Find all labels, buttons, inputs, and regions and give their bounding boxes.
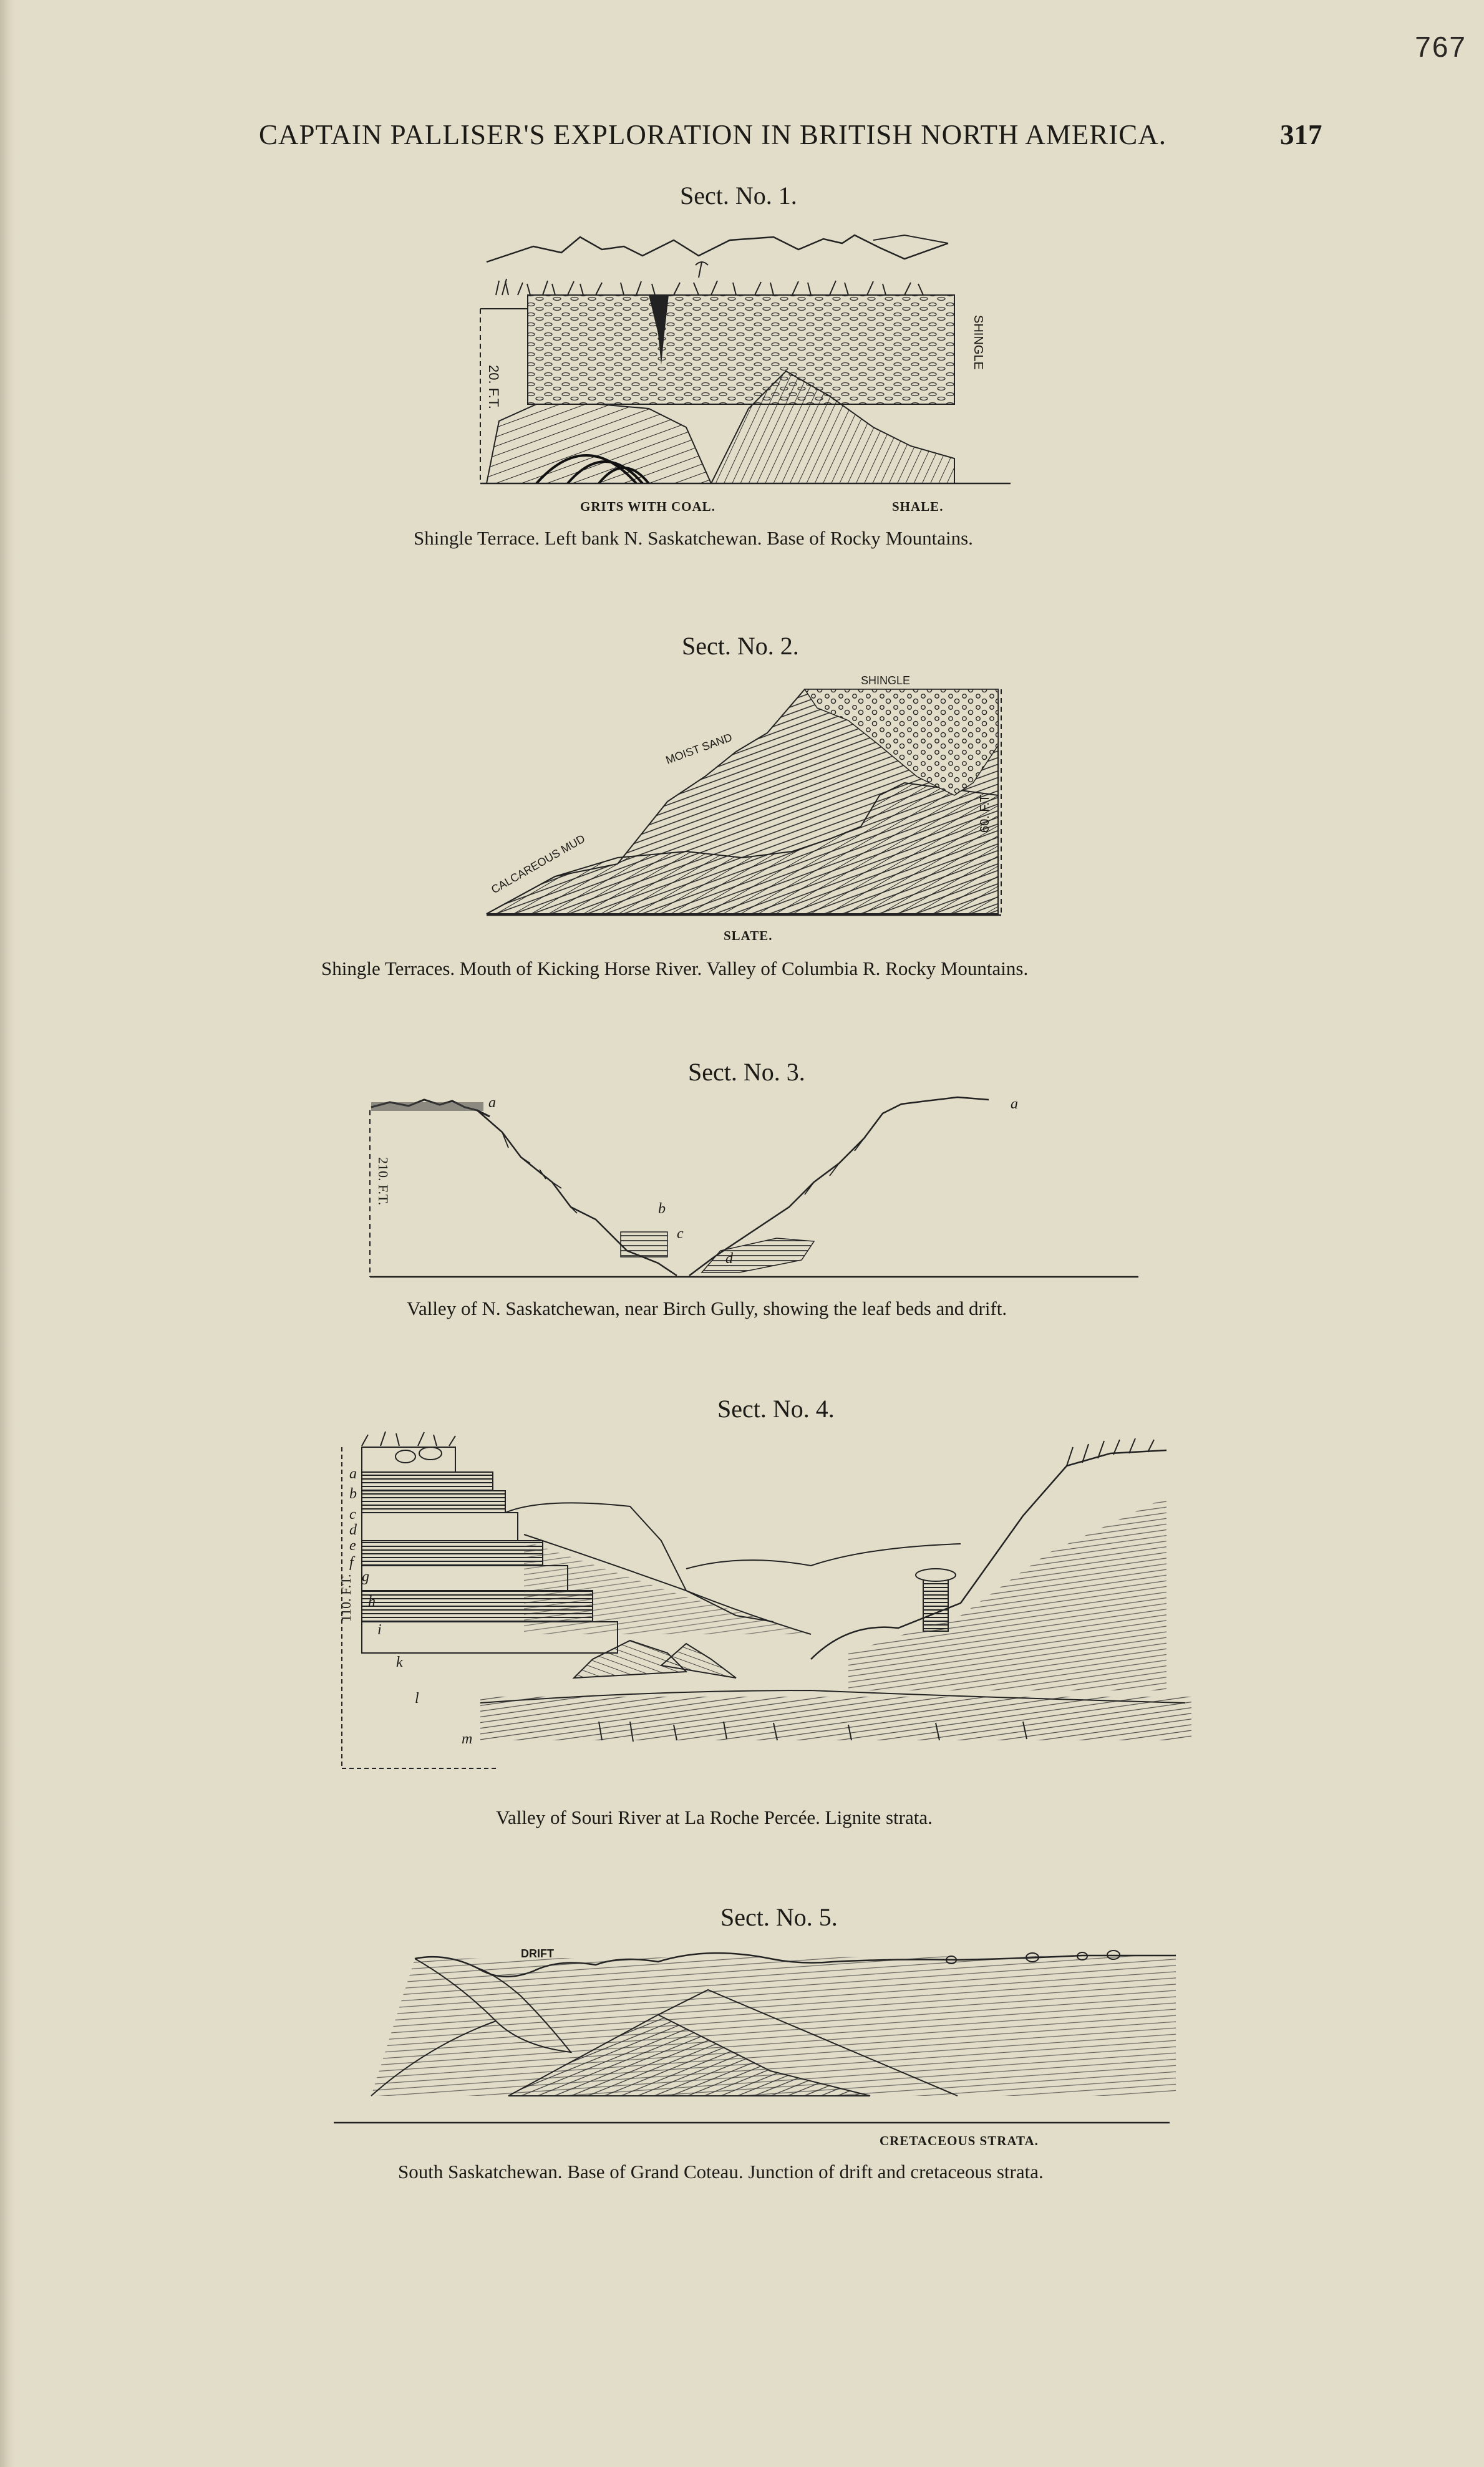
sect2-shingle-label: SHINGLE bbox=[861, 674, 911, 687]
sect3-label-c: c bbox=[677, 1226, 684, 1242]
sect3-label-a-left: a bbox=[488, 1095, 496, 1111]
sect4-stratum-g: g bbox=[362, 1569, 369, 1585]
sect2-slate-label: SLATE. bbox=[724, 928, 773, 943]
sect1-grits-label: GRITS WITH COAL. bbox=[580, 499, 715, 514]
sect4-stratum-l: l bbox=[415, 1690, 419, 1707]
sect4-stratum-k: k bbox=[396, 1654, 403, 1670]
section-3-title: Sect. No. 3. bbox=[688, 1058, 805, 1086]
sect2-moist-sand-label: MOIST SAND bbox=[664, 730, 734, 767]
sect4-height-label: 110. F.T. bbox=[338, 1574, 354, 1622]
section-3-caption: Valley of N. Saskatchewan, near Birch Gully, showing the leaf beds and drift. bbox=[407, 1297, 1007, 1319]
sect4-stratum-e: e bbox=[349, 1538, 356, 1554]
sect1-shingle-label: SHINGLE bbox=[971, 315, 985, 370]
section-4-caption: Valley of Souri River at La Roche Percée. Lignite strata. bbox=[496, 1806, 933, 1828]
sect5-cretaceous-label: CRETACEOUS STRATA. bbox=[880, 2133, 1039, 2148]
section-2-title: Sect. No. 2. bbox=[682, 632, 799, 660]
sect3-label-a-right: a bbox=[1011, 1096, 1018, 1112]
sect3-label-d: d bbox=[725, 1251, 733, 1267]
section-1-title: Sect. No. 1. bbox=[680, 182, 797, 210]
sect1-height-label: 20. F.T. bbox=[486, 365, 502, 409]
sect3-height-label: 210. F.T. bbox=[376, 1157, 391, 1206]
sect4-stratum-i: i bbox=[377, 1622, 382, 1638]
section-2-figure bbox=[480, 671, 1011, 920]
section-5-caption: South Saskatchewan. Base of Grand Coteau. Junction of drift and cretaceous strata. bbox=[398, 2161, 1044, 2183]
section-3-figure bbox=[365, 1088, 1138, 1288]
sect4-stratum-c: c bbox=[349, 1506, 356, 1523]
sect4-stratum-m: m bbox=[462, 1731, 473, 1747]
section-2-caption: Shingle Terraces. Mouth of Kicking Horse River. Valley of Columbia R. Rocky Mountains. bbox=[321, 957, 1029, 979]
section-4-title: Sect. No. 4. bbox=[717, 1395, 835, 1423]
sect4-stratum-f: f bbox=[349, 1554, 354, 1571]
sect4-stratum-a: a bbox=[349, 1466, 357, 1482]
section-1-caption: Shingle Terrace. Left bank N. Saskatchewan. Base of Rocky Mountains. bbox=[414, 527, 973, 549]
sect3-label-b: b bbox=[658, 1201, 666, 1217]
folio-number: 767 bbox=[1415, 31, 1467, 63]
sect4-stratum-d: d bbox=[349, 1522, 357, 1538]
sect4-stratum-h: h bbox=[368, 1594, 376, 1610]
running-head: CAPTAIN PALLISER'S EXPLORATION IN BRITISH NORTH AMERICA. bbox=[259, 119, 1166, 150]
section-5-title: Sect. No. 5. bbox=[720, 1903, 838, 1931]
section-4-figure bbox=[337, 1428, 1198, 1790]
sect2-height-label: 60. F.T. bbox=[978, 792, 992, 833]
book-spine-shadow bbox=[0, 0, 15, 2467]
page-number: 317 bbox=[1280, 119, 1322, 150]
section-1-figure bbox=[474, 221, 1023, 499]
sect4-stratum-b: b bbox=[349, 1486, 357, 1502]
sect5-drift-label: DRIFT bbox=[521, 1947, 554, 1960]
sect2-calcareous-mud-label: CALCAREOUS MUD bbox=[489, 832, 588, 896]
section-5-figure bbox=[334, 1946, 1182, 2133]
sect1-shale-label: SHALE. bbox=[892, 499, 944, 514]
